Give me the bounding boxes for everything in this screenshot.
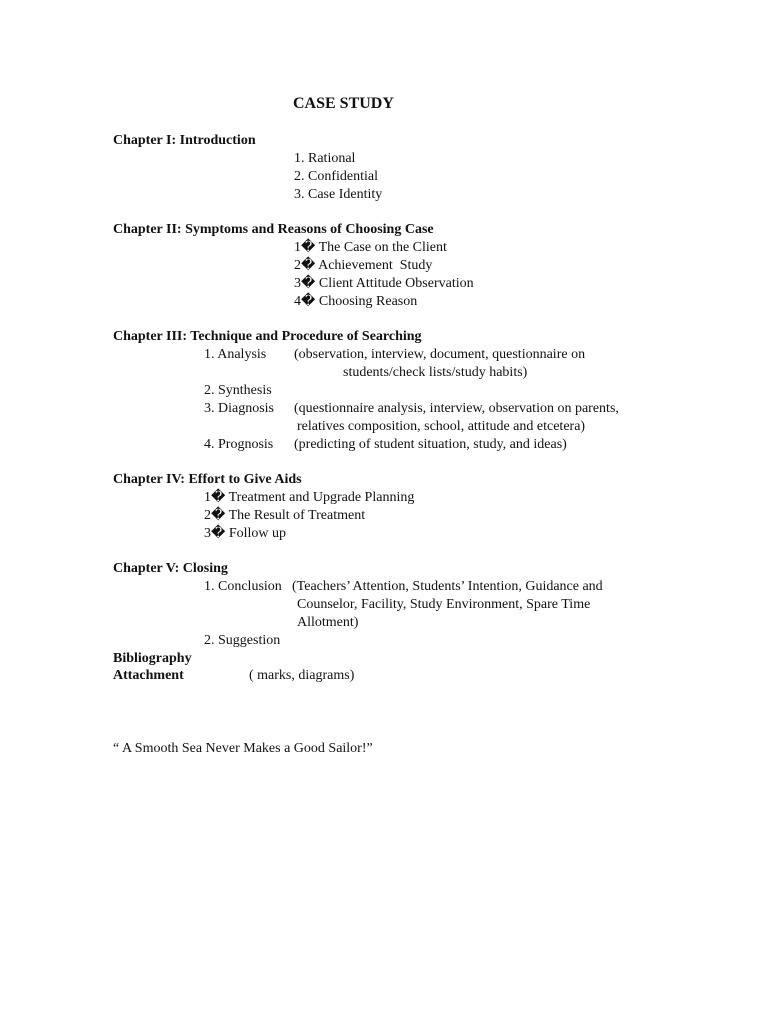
- chapter-2-item: 2� Achievement Study: [294, 258, 433, 273]
- diagnosis-description: relatives composition, school, attitude and etcetera): [297, 419, 586, 434]
- synthesis-label: 2. Synthesis: [204, 383, 272, 398]
- chapter-4-heading: Chapter IV: Effort to Give Aids: [113, 472, 302, 487]
- analysis-description: (observation, interview, document, questionnaire on: [294, 347, 586, 362]
- diagnosis-label: 3. Diagnosis: [204, 401, 274, 416]
- prognosis-description: (predicting of student situation, study, and ideas): [294, 437, 567, 452]
- document-title: CASE STUDY: [293, 95, 394, 112]
- prognosis-label: 4. Prognosis: [204, 437, 274, 452]
- chapter-2-item: 1� The Case on the Client: [294, 240, 447, 255]
- chapter-2-item: 3� Client Attitude Observation: [294, 276, 474, 291]
- chapter-4-item: 1� Treatment and Upgrade Planning: [204, 490, 415, 505]
- chapter-3-heading: Chapter III: Technique and Procedure of Searching: [113, 329, 422, 344]
- conclusion-description: Allotment): [297, 615, 359, 630]
- attachment-description: ( marks, diagrams): [249, 668, 355, 683]
- diagnosis-description: (questionnaire analysis, interview, observation on parents,: [294, 401, 619, 416]
- chapter-2-heading: Chapter II: Symptoms and Reasons of Choosing Case: [113, 222, 434, 237]
- chapter-1-item: 3. Case Identity: [294, 187, 383, 202]
- conclusion-label: 1. Conclusion: [204, 579, 282, 594]
- chapter-1-item: 2. Confidential: [294, 169, 378, 184]
- closing-quote: “ A Smooth Sea Never Makes a Good Sailor!”: [113, 741, 373, 756]
- attachment-heading: Attachment: [113, 668, 184, 683]
- conclusion-description: (Teachers’ Attention, Students’ Intention, Guidance and: [292, 579, 603, 594]
- bibliography-heading: Bibliography: [113, 651, 192, 666]
- chapter-2-item: 4� Choosing Reason: [294, 294, 418, 309]
- chapter-1-heading: Chapter I: Introduction: [113, 133, 256, 148]
- chapter-1-item: 1. Rational: [294, 151, 356, 166]
- chapter-5-heading: Chapter V: Closing: [113, 561, 228, 576]
- suggestion-label: 2. Suggestion: [204, 633, 281, 648]
- conclusion-description: Counselor, Facility, Study Environment, Spare Time: [297, 597, 591, 612]
- chapter-4-item: 3� Follow up: [204, 526, 287, 541]
- chapter-4-item: 2� The Result of Treatment: [204, 508, 366, 523]
- analysis-label: 1. Analysis: [204, 347, 267, 362]
- analysis-description: students/check lists/study habits): [343, 365, 528, 380]
